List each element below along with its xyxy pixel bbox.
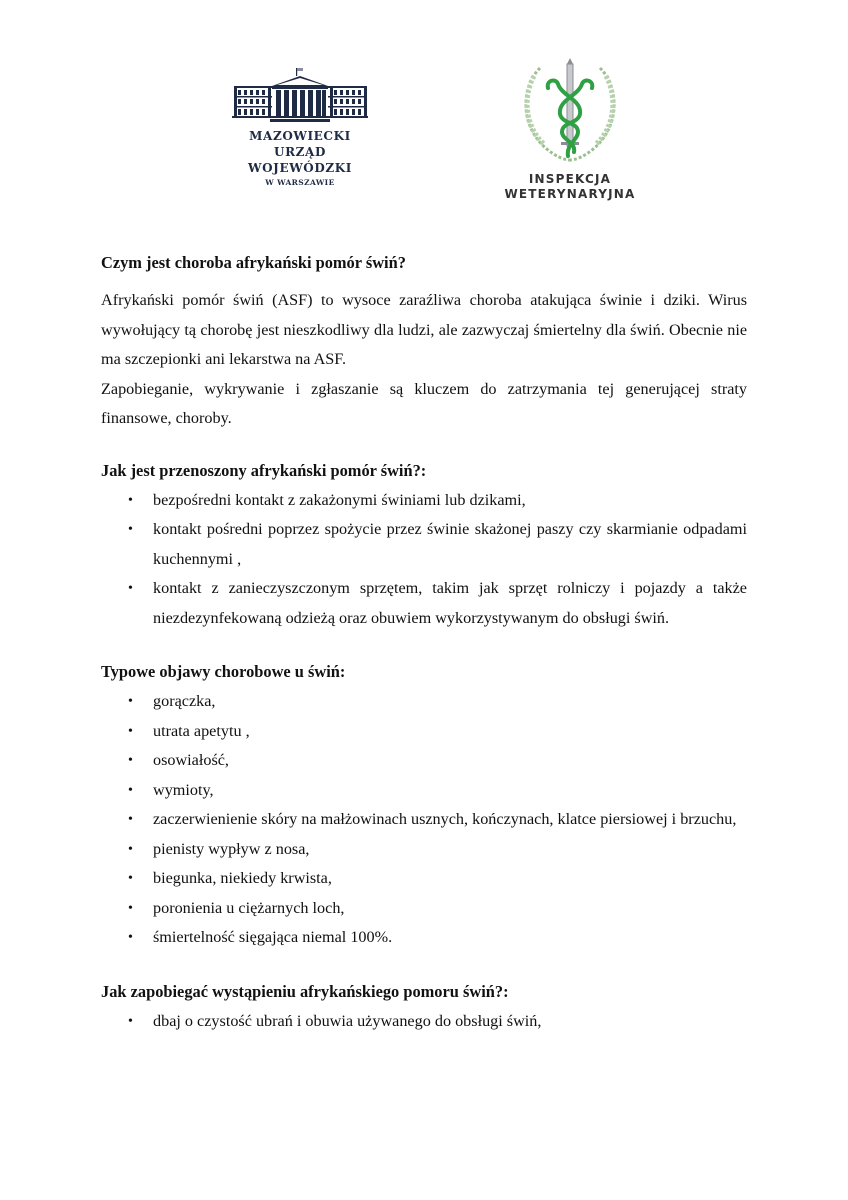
list-item: • poronienia u ciężarnych loch, — [101, 894, 747, 924]
list-item: • dbaj o czystość ubrań i obuwia używanego do obsługi świń, — [101, 1007, 747, 1037]
section-symptoms — [101, 661, 747, 953]
bullet-icon: • — [128, 841, 133, 857]
list-item: • bezpośredni kontakt z zakażonymi świniami lub dzikami, — [101, 486, 747, 516]
bullet-icon: • — [128, 782, 133, 798]
inspekcja-weterynaryjna-logo — [500, 58, 640, 202]
section-heading: Typowe objawy chorobowe u świń: — [101, 662, 346, 681]
list-item: • zaczerwienienie skóry na małżowinach usznych, kończynach, klatce piersiowej i brzuchu, — [101, 805, 747, 835]
bullet-icon: • — [128, 753, 133, 768]
list-item: • osowiałość, — [101, 746, 747, 776]
caduceus-wreath-icon — [518, 58, 622, 164]
document-body — [101, 252, 747, 1036]
bullet-icon: • — [128, 1013, 133, 1029]
list-item: • gorączka, — [101, 687, 747, 717]
list-item: • wymioty, — [101, 776, 747, 806]
bullet-icon: • — [128, 812, 133, 827]
bullet-icon: • — [128, 492, 133, 508]
bullet-icon: • — [128, 871, 133, 886]
bullet-icon: • — [128, 723, 133, 739]
logo-left-line2: URZĄD WOJEWÓDZKI — [248, 145, 352, 175]
section-heading: Jak zapobiegać wystąpieniu afrykańskiego pomoru świń?: — [101, 981, 509, 1001]
bullet-icon: • — [128, 522, 133, 537]
section-heading: Jak jest przenoszony afrykański pomór świń?: — [101, 460, 427, 480]
list-item: • śmiertelność sięgająca niemal 100%. — [101, 923, 747, 953]
logo-right-line2: WETERYNARYJNA — [504, 187, 636, 201]
transmission-list — [101, 486, 747, 634]
logo-left-line1: MAZOWIECKI — [249, 129, 351, 143]
building-icon — [232, 66, 368, 124]
paragraph: Afrykański pomór świń (ASF) to wysoce zaraźliwa choroba atakująca świnie i dziki. Wirus wywołujący tą chorobę jest nieszkodliwy dla ludzi, ale zazwyczaj śmiertelny dla świń. Obecnie nie ma szczepionki ani lekarstwa na ASF. — [101, 291, 747, 368]
section-heading: Czym jest choroba afrykański pomór świń? — [101, 253, 406, 272]
section-what-is-asf — [101, 252, 747, 434]
list-item: • pienisty wypływ z nosa, — [101, 835, 747, 865]
mazowiecki-urzad-logo — [232, 66, 368, 190]
list-item: • biegunka, niekiedy krwista, — [101, 864, 747, 894]
list-item: • utrata apetytu , — [101, 717, 747, 747]
list-item: • kontakt pośredni poprzez spożycie przez świnie skażonej paszy czy skarmianie odpadami kuchennymi , — [101, 515, 747, 574]
bullet-icon: • — [128, 581, 133, 596]
bullet-icon: • — [128, 900, 133, 916]
section-prevention — [101, 981, 747, 1037]
symptoms-list — [101, 687, 747, 953]
paragraph: Zapobieganie, wykrywanie i zgłaszanie są kluczem do zatrzymania tej generującej straty finansowe, choroby. — [101, 379, 747, 427]
bullet-icon: • — [128, 930, 133, 945]
logo-right-line1: INSPEKCJA — [528, 172, 612, 186]
bullet-icon: • — [128, 694, 133, 709]
list-item: • kontakt z zanieczyszczonym sprzętem, takim jak sprzęt rolniczy i pojazdy a także niezdezynfekowaną odzieżą oraz obuwiem wykorzystywanym do obsługi świń. — [101, 574, 747, 633]
logo-left-line3: W WARSZAWIE — [265, 178, 335, 187]
prevention-list — [101, 1007, 747, 1037]
section-transmission — [101, 460, 747, 634]
